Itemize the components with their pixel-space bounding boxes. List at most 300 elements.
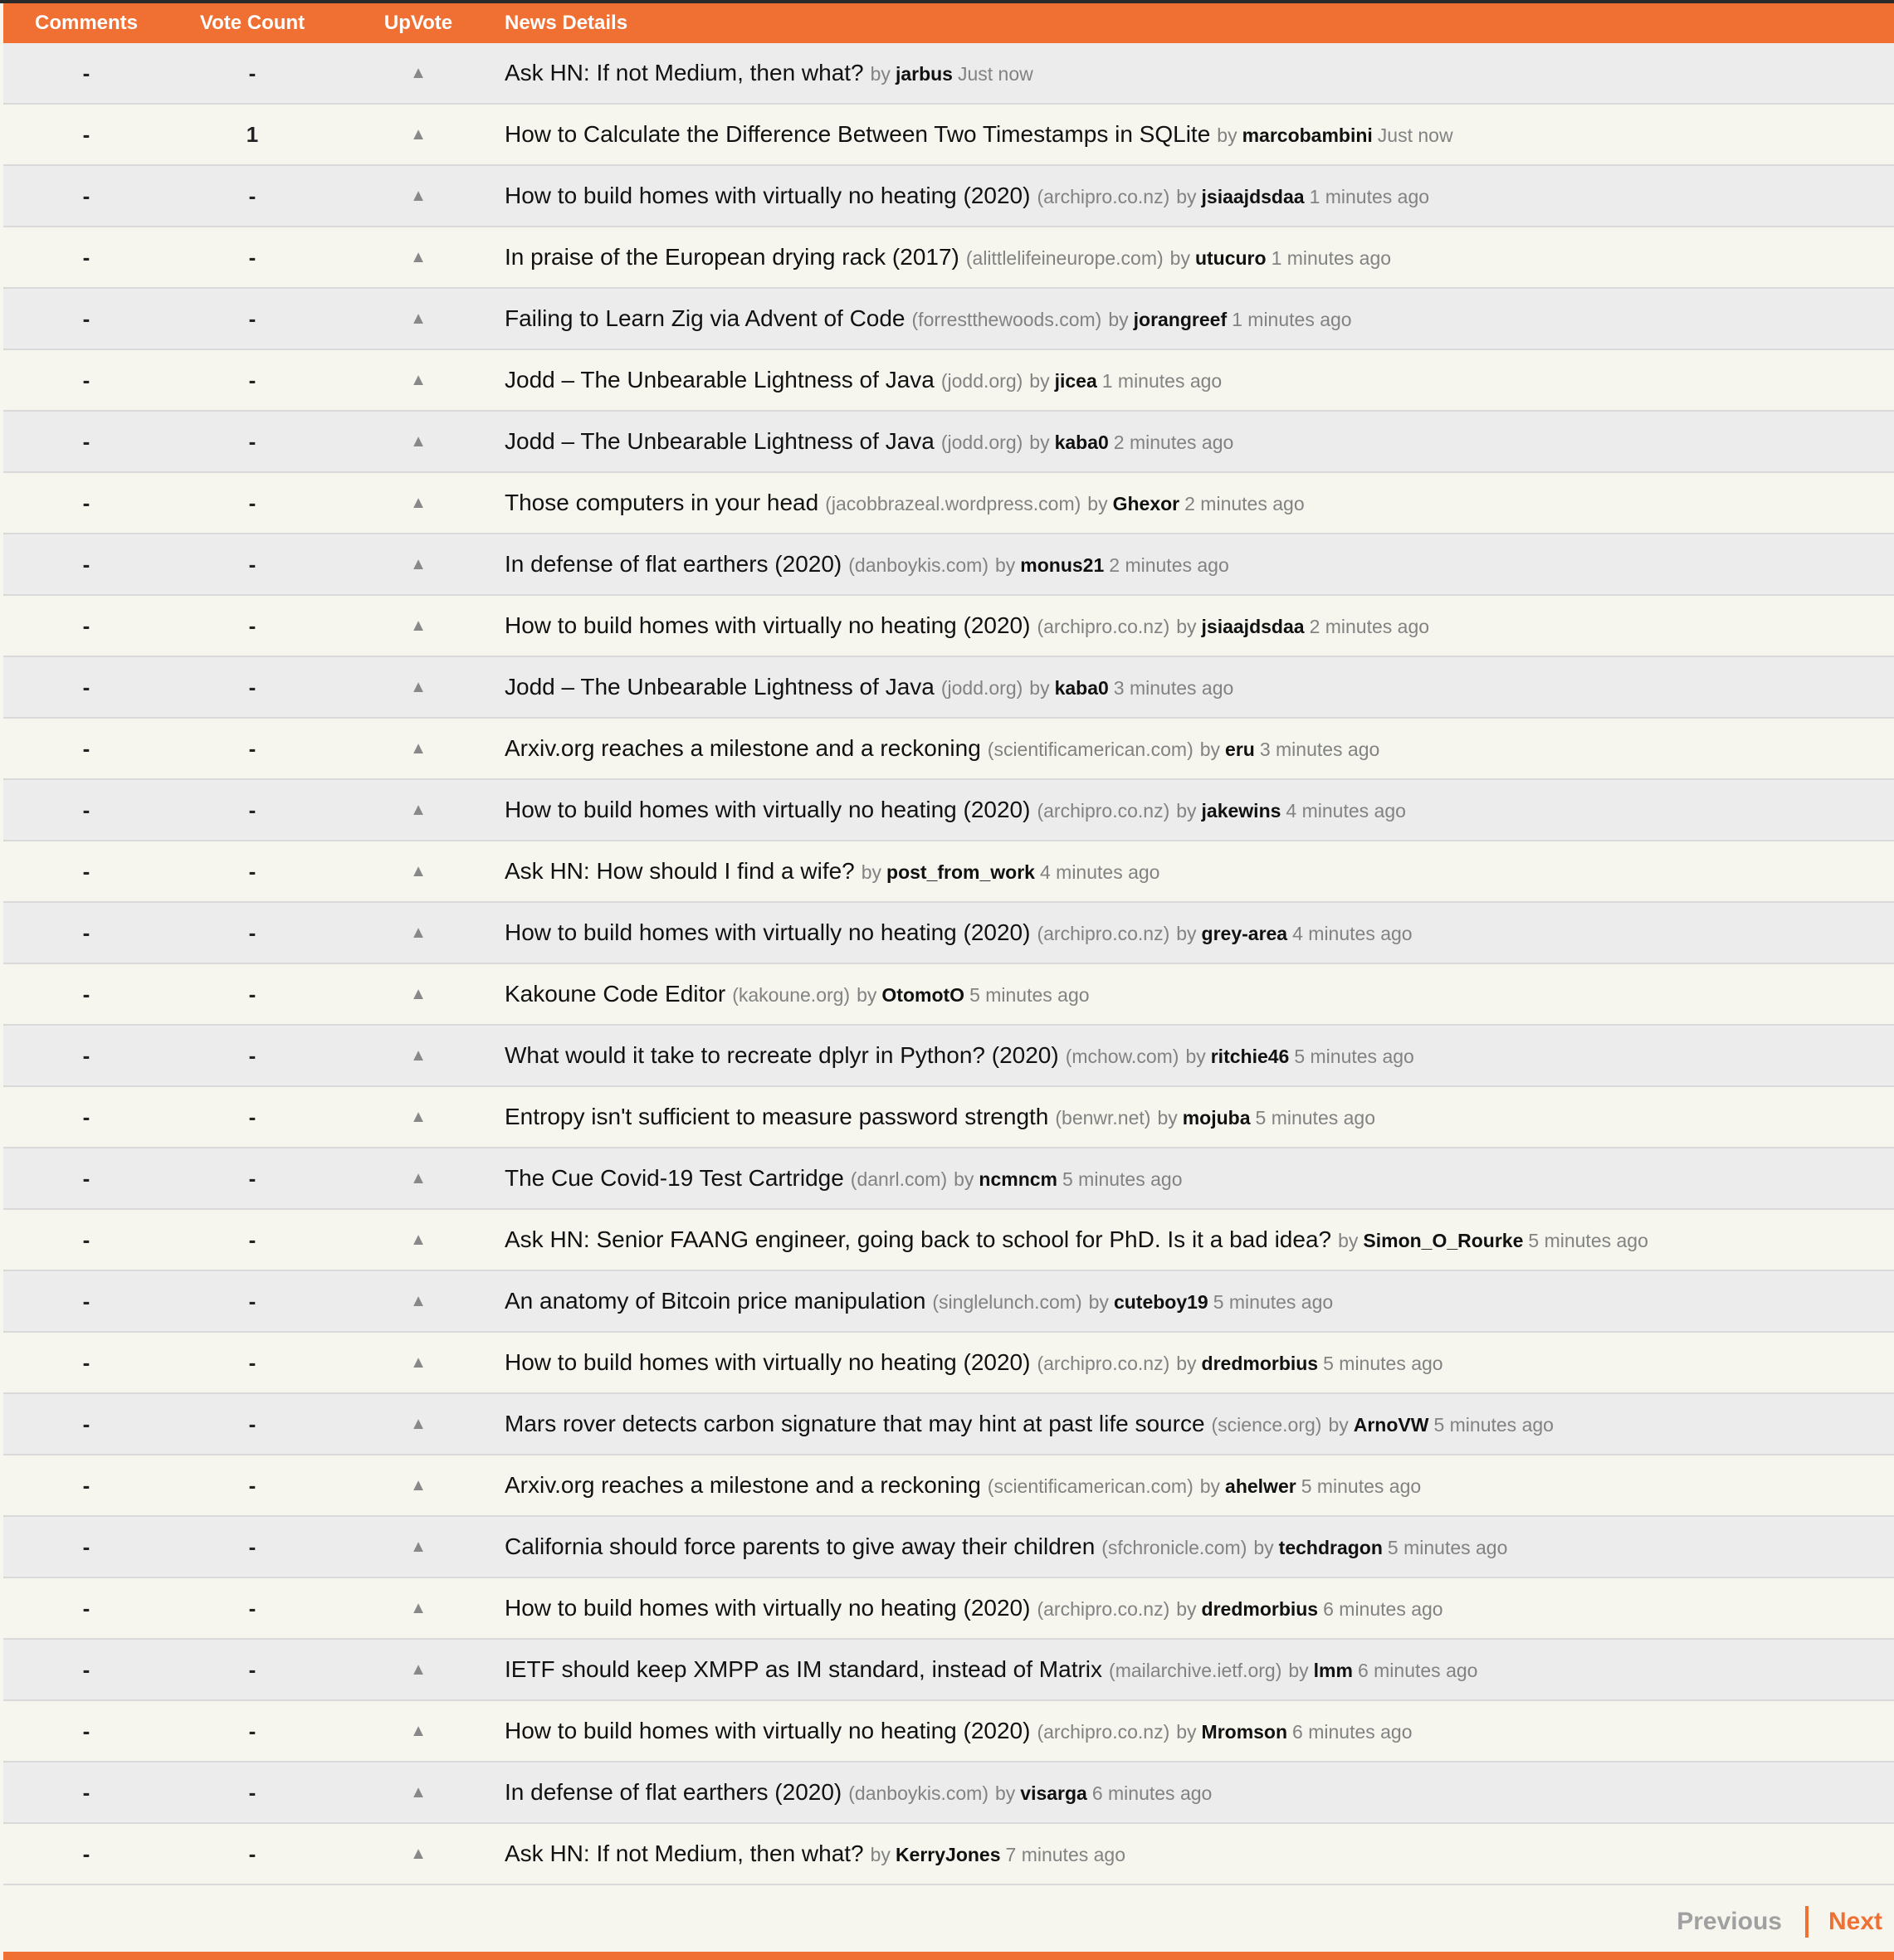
upvote-icon[interactable]: ▲ (410, 1291, 427, 1310)
story-age[interactable]: 1 minutes ago (1101, 370, 1223, 392)
story-site-link[interactable]: (archipro.co.nz) (1037, 1721, 1170, 1743)
next-link[interactable]: Next (1828, 1908, 1882, 1935)
by-label: by (1029, 677, 1050, 699)
story-title-link[interactable]: How to build homes with virtually no heating (2020) (505, 183, 1031, 208)
story-site-link[interactable]: (kakoune.org) (732, 984, 851, 1006)
story-author-link[interactable]: kaba0 (1054, 677, 1109, 699)
upvote-icon[interactable]: ▲ (410, 677, 427, 696)
by-label: by (1199, 739, 1221, 760)
story-author-link[interactable]: ncmncm (979, 1168, 1057, 1190)
comments-count[interactable]: - (82, 735, 90, 761)
vote-count: - (248, 183, 256, 208)
story-author-link[interactable]: ritchie46 (1210, 1046, 1290, 1067)
table-row (3, 412, 1894, 473)
story-author-link[interactable]: jarbus (895, 63, 953, 85)
comments-count[interactable]: - (82, 674, 90, 700)
upvote-icon[interactable]: ▲ (410, 800, 427, 819)
comments-count[interactable]: - (82, 612, 90, 638)
story-site-link[interactable]: (danrl.com) (850, 1168, 948, 1190)
news-details (501, 367, 1894, 393)
story-author-link[interactable]: jorangreef (1133, 309, 1228, 330)
by-label: by (1328, 1414, 1349, 1436)
comments-count[interactable]: - (82, 1042, 90, 1068)
upvote-icon[interactable]: ▲ (410, 493, 427, 512)
story-age[interactable]: 6 minutes ago (1323, 1598, 1443, 1620)
news-details (501, 1349, 1894, 1376)
vote-count: - (248, 1779, 256, 1805)
story-age[interactable]: 2 minutes ago (1184, 493, 1305, 514)
vote-count: - (248, 1472, 256, 1498)
by-label: by (1199, 1475, 1221, 1497)
story-title-link[interactable]: Ask HN: Senior FAANG engineer, going back to school for PhD. Is it a bad idea? (505, 1226, 1332, 1252)
vote-count: - (248, 1104, 256, 1129)
news-details (501, 1718, 1894, 1744)
news-details (501, 60, 1894, 86)
comments-count[interactable]: - (82, 919, 90, 945)
upvote-icon[interactable]: ▲ (410, 1660, 427, 1679)
news-details (501, 121, 1894, 148)
story-title-link[interactable]: Those computers in your head (505, 490, 819, 515)
table-row (3, 1455, 1894, 1517)
story-title-link[interactable]: Jodd – The Unbearable Lightness of Java (505, 674, 935, 700)
upvote-icon[interactable]: ▲ (410, 247, 427, 266)
story-site-link[interactable]: (forrestthewoods.com) (911, 309, 1102, 330)
story-age[interactable]: 5 minutes ago (1387, 1537, 1508, 1558)
news-details (501, 1841, 1894, 1867)
story-title-link[interactable]: Jodd – The Unbearable Lightness of Java (505, 428, 935, 454)
story-title-link[interactable]: In defense of flat earthers (2020) (505, 1779, 842, 1805)
story-author-link[interactable]: ahelwer (1225, 1475, 1296, 1497)
news-details (501, 858, 1894, 885)
upvote-icon[interactable]: ▲ (410, 309, 427, 328)
comments-count[interactable]: - (82, 60, 90, 85)
story-title-link[interactable]: How to build homes with virtually no heating (2020) (505, 612, 1031, 638)
story-title-link[interactable]: How to build homes with virtually no heating (2020) (505, 797, 1031, 822)
upvote-icon[interactable]: ▲ (410, 431, 427, 451)
story-title-link[interactable]: How to Calculate the Difference Between Two Timestamps in SQLite (505, 121, 1211, 147)
comments-count[interactable]: - (82, 1533, 90, 1559)
comments-count[interactable]: - (82, 305, 90, 331)
table-row (3, 1210, 1894, 1271)
table-row (3, 1578, 1894, 1640)
story-site-link[interactable]: (mchow.com) (1065, 1046, 1179, 1067)
comments-count[interactable]: - (82, 183, 90, 208)
comments-count[interactable]: - (82, 858, 90, 884)
story-title-link[interactable]: Arxiv.org reaches a milestone and a reckoning (505, 1472, 981, 1498)
news-list (3, 43, 1894, 1885)
vote-count: - (248, 1841, 256, 1866)
comments-count[interactable]: - (82, 1841, 90, 1866)
header-comments: Comments (34, 12, 139, 34)
story-age[interactable]: 1 minutes ago (1232, 309, 1352, 330)
story-title-link[interactable]: Ask HN: If not Medium, then what? (505, 1841, 864, 1866)
news-details (501, 305, 1894, 332)
story-author-link[interactable]: jakewins (1201, 800, 1281, 822)
story-site-link[interactable]: (mailarchive.ietf.org) (1109, 1660, 1282, 1681)
comments-count[interactable]: - (82, 1779, 90, 1805)
news-details (501, 797, 1894, 823)
upvote-icon[interactable]: ▲ (410, 554, 427, 573)
upvote-icon[interactable]: ▲ (410, 739, 427, 758)
story-title-link[interactable]: How to build homes with virtually no heating (2020) (505, 919, 1031, 945)
story-age[interactable]: Just now (1377, 124, 1453, 146)
story-title-link[interactable]: What would it take to recreate dplyr in Python? (2020) (505, 1042, 1059, 1068)
upvote-icon[interactable]: ▲ (410, 1414, 427, 1433)
by-label: by (994, 554, 1016, 576)
comments-count[interactable]: - (82, 1595, 90, 1621)
upvote-icon[interactable]: ▲ (410, 1782, 427, 1802)
story-title-link[interactable]: How to build homes with virtually no heating (2020) (505, 1718, 1031, 1743)
upvote-icon[interactable]: ▲ (410, 616, 427, 635)
story-author-link[interactable]: post_from_work (886, 861, 1035, 883)
news-details (501, 674, 1894, 700)
vote-count: - (248, 60, 256, 85)
table-row (3, 1640, 1894, 1701)
table-header (3, 3, 1894, 43)
comments-count[interactable]: - (82, 1472, 90, 1498)
vote-count: - (248, 1533, 256, 1559)
story-age[interactable]: 6 minutes ago (1292, 1721, 1413, 1743)
story-age[interactable]: 2 minutes ago (1309, 616, 1430, 637)
table-row (3, 1763, 1894, 1824)
story-author-link[interactable]: dredmorbius (1201, 1598, 1319, 1620)
by-label: by (1185, 1046, 1206, 1067)
story-site-link[interactable]: (archipro.co.nz) (1037, 800, 1170, 822)
story-site-link[interactable]: (scientificamerican.com) (987, 1475, 1194, 1497)
story-title-link[interactable]: Arxiv.org reaches a milestone and a reckoning (505, 735, 981, 761)
story-site-link[interactable]: (danboykis.com) (848, 1782, 988, 1804)
by-label: by (857, 984, 877, 1006)
table-row (3, 1333, 1894, 1394)
by-label: by (1176, 186, 1197, 207)
by-label: by (1253, 1537, 1274, 1558)
vote-count: - (248, 981, 256, 1007)
story-author-link[interactable]: Simon_O_Rourke (1363, 1230, 1524, 1251)
table-row (3, 43, 1894, 105)
story-author-link[interactable]: jsiaajdsdaa (1201, 186, 1305, 207)
story-age[interactable]: 1 minutes ago (1309, 186, 1430, 207)
vote-count: - (248, 612, 256, 638)
story-age[interactable]: 5 minutes ago (1323, 1353, 1443, 1374)
story-author-link[interactable]: kaba0 (1054, 431, 1109, 453)
bottom-bar (3, 1952, 1894, 1960)
story-site-link[interactable]: (science.org) (1211, 1414, 1322, 1436)
vote-count: 1 (246, 121, 259, 147)
by-label: by (1087, 493, 1108, 514)
story-site-link[interactable]: (alittlelifeineurope.com) (965, 247, 1164, 269)
news-details (501, 1042, 1894, 1069)
upvote-icon[interactable]: ▲ (410, 1721, 427, 1740)
story-author-link[interactable]: OtomotO (881, 984, 965, 1006)
story-site-link[interactable]: (jodd.org) (940, 431, 1023, 453)
story-title-link[interactable]: How to build homes with virtually no heating (2020) (505, 1349, 1031, 1375)
by-label: by (870, 1844, 891, 1865)
table-row (3, 1394, 1894, 1455)
news-details (501, 1779, 1894, 1806)
story-site-link[interactable]: (sfchronicle.com) (1101, 1537, 1247, 1558)
story-author-link[interactable]: jicea (1054, 370, 1097, 392)
by-label: by (1288, 1660, 1309, 1681)
upvote-icon[interactable]: ▲ (410, 1844, 427, 1863)
story-author-link[interactable]: mojuba (1182, 1107, 1251, 1129)
story-site-link[interactable]: (benwr.net) (1055, 1107, 1151, 1129)
by-label: by (1157, 1107, 1178, 1129)
story-title-link[interactable]: Kakoune Code Editor (505, 981, 726, 1007)
table-row (3, 105, 1894, 166)
news-details (501, 1595, 1894, 1621)
story-author-link[interactable]: KerryJones (895, 1844, 1001, 1865)
comments-count[interactable]: - (82, 981, 90, 1007)
comments-count[interactable]: - (82, 1411, 90, 1436)
news-details (501, 1165, 1894, 1192)
story-title-link[interactable]: In defense of flat earthers (2020) (505, 551, 842, 577)
by-label: by (1176, 1353, 1197, 1374)
upvote-icon[interactable]: ▲ (410, 1168, 427, 1187)
comments-count[interactable]: - (82, 1349, 90, 1375)
story-author-link[interactable]: monus21 (1020, 554, 1105, 576)
upvote-icon[interactable]: ▲ (410, 124, 427, 144)
by-label: by (1108, 309, 1129, 330)
by-label: by (1169, 247, 1190, 269)
story-age[interactable]: 5 minutes ago (1294, 1046, 1414, 1067)
story-author-link[interactable]: grey-area (1201, 923, 1288, 944)
story-site-link[interactable]: (singlelunch.com) (932, 1291, 1082, 1313)
table-row (3, 1026, 1894, 1087)
by-label: by (994, 1782, 1016, 1804)
comments-count[interactable]: - (82, 551, 90, 577)
news-details (501, 183, 1894, 209)
table-row (3, 227, 1894, 289)
story-age[interactable]: 5 minutes ago (1255, 1107, 1375, 1129)
story-age[interactable]: 2 minutes ago (1109, 554, 1229, 576)
story-site-link[interactable]: (archipro.co.nz) (1037, 923, 1170, 944)
story-age[interactable]: 4 minutes ago (1286, 800, 1406, 822)
story-title-link[interactable]: In praise of the European drying rack (2017) (505, 244, 959, 270)
header-vote-count: Vote Count (199, 12, 305, 34)
upvote-icon[interactable]: ▲ (410, 1353, 427, 1372)
by-label: by (954, 1168, 974, 1190)
table-row (3, 596, 1894, 657)
vote-count: - (248, 1656, 256, 1682)
vote-count: - (248, 1165, 256, 1191)
story-site-link[interactable]: (jodd.org) (940, 370, 1023, 392)
header-upvote: UpVote (383, 12, 453, 34)
comments-count[interactable]: - (82, 1165, 90, 1191)
table-row (3, 1701, 1894, 1763)
news-details (501, 1533, 1894, 1560)
pagination (1677, 1905, 1882, 1938)
story-title-link[interactable]: California should force parents to give away their children (505, 1533, 1096, 1559)
story-age[interactable]: 5 minutes ago (1301, 1475, 1422, 1497)
story-author-link[interactable]: cuteboy19 (1113, 1291, 1208, 1313)
story-title-link[interactable]: Jodd – The Unbearable Lightness of Java (505, 367, 935, 392)
by-label: by (1176, 923, 1197, 944)
by-label: by (1088, 1291, 1109, 1313)
upvote-icon[interactable]: ▲ (410, 1537, 427, 1556)
comments-count[interactable]: - (82, 1288, 90, 1314)
comments-count[interactable]: - (82, 1718, 90, 1743)
story-author-link[interactable]: Mromson (1201, 1721, 1288, 1743)
comments-count[interactable]: - (82, 1104, 90, 1129)
story-site-link[interactable]: (archipro.co.nz) (1037, 186, 1170, 207)
table-row (3, 1087, 1894, 1148)
story-age[interactable]: 5 minutes ago (1062, 1168, 1183, 1190)
story-age[interactable]: 5 minutes ago (969, 984, 1090, 1006)
story-age[interactable]: 3 minutes ago (1259, 739, 1380, 760)
table-row (3, 1517, 1894, 1578)
table-row (3, 289, 1894, 350)
story-age[interactable]: 4 minutes ago (1292, 923, 1413, 944)
upvote-icon[interactable]: ▲ (410, 984, 427, 1003)
upvote-icon[interactable]: ▲ (410, 1230, 427, 1249)
story-site-link[interactable]: (jodd.org) (940, 677, 1023, 699)
table-row (3, 719, 1894, 780)
previous-link[interactable]: Previous (1677, 1908, 1782, 1935)
upvote-icon[interactable]: ▲ (410, 1475, 427, 1494)
by-label: by (1176, 616, 1197, 637)
table-row (3, 964, 1894, 1026)
vote-count: - (248, 551, 256, 577)
news-details (501, 919, 1894, 946)
vote-count: - (248, 797, 256, 822)
story-title-link[interactable]: An anatomy of Bitcoin price manipulation (505, 1288, 926, 1314)
news-details (501, 1104, 1894, 1130)
by-label: by (1338, 1230, 1359, 1251)
news-details (501, 612, 1894, 639)
comments-count[interactable]: - (82, 367, 90, 392)
table-row (3, 473, 1894, 534)
upvote-icon[interactable]: ▲ (410, 63, 427, 82)
upvote-icon[interactable]: ▲ (410, 186, 427, 205)
news-details (501, 1411, 1894, 1437)
vote-count: - (248, 919, 256, 945)
story-age[interactable]: Just now (957, 63, 1033, 85)
story-title-link[interactable]: How to build homes with virtually no heating (2020) (505, 1595, 1031, 1621)
comments-count[interactable]: - (82, 490, 90, 515)
news-details (501, 1472, 1894, 1499)
vote-count: - (248, 1226, 256, 1252)
story-age[interactable]: 6 minutes ago (1091, 1782, 1213, 1804)
story-author-link[interactable]: ArnoVW (1353, 1414, 1429, 1436)
story-author-link[interactable]: jsiaajdsdaa (1201, 616, 1305, 637)
story-site-link[interactable]: (danboykis.com) (848, 554, 988, 576)
table-row (3, 534, 1894, 596)
upvote-icon[interactable]: ▲ (410, 1107, 427, 1126)
upvote-icon[interactable]: ▲ (410, 1598, 427, 1617)
story-author-link[interactable]: marcobambini (1242, 124, 1373, 146)
table-row (3, 350, 1894, 412)
story-title-link[interactable]: IETF should keep XMPP as IM standard, instead of Matrix (505, 1656, 1103, 1682)
comments-count[interactable]: - (82, 428, 90, 454)
story-age[interactable]: 5 minutes ago (1433, 1414, 1554, 1436)
vote-count: - (248, 244, 256, 270)
table-row (3, 1824, 1894, 1885)
story-title-link[interactable]: Mars rover detects carbon signature that may hint at past life source (505, 1411, 1205, 1436)
news-details (501, 1288, 1894, 1314)
story-author-link[interactable]: dredmorbius (1201, 1353, 1319, 1374)
by-label: by (1176, 800, 1197, 822)
vote-count: - (248, 428, 256, 454)
news-details (501, 551, 1894, 578)
story-author-link[interactable]: eru (1225, 739, 1255, 760)
story-age[interactable]: 6 minutes ago (1357, 1660, 1478, 1681)
by-label: by (1029, 370, 1050, 392)
story-title-link[interactable]: Entropy isn't sufficient to measure password strength (505, 1104, 1049, 1129)
vote-count: - (248, 1718, 256, 1743)
news-details (501, 981, 1894, 1007)
vote-count: - (248, 735, 256, 761)
vote-count: - (248, 1349, 256, 1375)
vote-count: - (248, 490, 256, 515)
news-details (501, 735, 1894, 762)
by-label: by (1176, 1721, 1197, 1743)
story-site-link[interactable]: (scientificamerican.com) (987, 739, 1194, 760)
story-author-link[interactable]: techdragon (1278, 1537, 1383, 1558)
header-news-details: News Details (505, 12, 628, 34)
story-age[interactable]: 4 minutes ago (1039, 861, 1160, 883)
comments-count[interactable]: - (82, 121, 90, 147)
story-site-link[interactable]: (jacobbrazeal.wordpress.com) (825, 493, 1081, 514)
upvote-icon[interactable]: ▲ (410, 1046, 427, 1065)
story-site-link[interactable]: (archipro.co.nz) (1037, 1353, 1170, 1374)
news-details (501, 490, 1894, 516)
story-title-link[interactable]: Failing to Learn Zig via Advent of Code (505, 305, 906, 331)
vote-count: - (248, 305, 256, 331)
story-age[interactable]: 3 minutes ago (1113, 677, 1234, 699)
table-row (3, 780, 1894, 841)
comments-count[interactable]: - (82, 1226, 90, 1252)
story-author-link[interactable]: visarga (1020, 1782, 1087, 1804)
vote-count: - (248, 674, 256, 700)
by-label: by (870, 63, 891, 85)
table-row (3, 841, 1894, 903)
story-age[interactable]: 2 minutes ago (1113, 431, 1234, 453)
story-age[interactable]: 5 minutes ago (1213, 1291, 1334, 1313)
news-details (501, 428, 1894, 455)
story-title-link[interactable]: Ask HN: How should I find a wife? (505, 858, 855, 884)
news-details (501, 1226, 1894, 1253)
vote-count: - (248, 367, 256, 392)
by-label: by (1217, 124, 1237, 146)
vote-count: - (248, 1411, 256, 1436)
upvote-icon[interactable]: ▲ (410, 370, 427, 389)
upvote-icon[interactable]: ▲ (410, 923, 427, 942)
story-age[interactable]: 5 minutes ago (1528, 1230, 1648, 1251)
pager-separator (1805, 1906, 1809, 1938)
story-author-link[interactable]: utucuro (1194, 247, 1267, 269)
vote-count: - (248, 1042, 256, 1068)
table-row (3, 166, 1894, 227)
news-details (501, 244, 1894, 271)
upvote-icon[interactable]: ▲ (410, 861, 427, 880)
news-details (501, 1656, 1894, 1683)
story-age[interactable]: 1 minutes ago (1271, 247, 1392, 269)
vote-count: - (248, 858, 256, 884)
table-row (3, 1148, 1894, 1210)
comments-count[interactable]: - (82, 797, 90, 822)
story-site-link[interactable]: (archipro.co.nz) (1037, 1598, 1170, 1620)
story-author-link[interactable]: Ghexor (1112, 493, 1180, 514)
story-title-link[interactable]: Ask HN: If not Medium, then what? (505, 60, 864, 85)
comments-count[interactable]: - (82, 244, 90, 270)
story-age[interactable]: 7 minutes ago (1005, 1844, 1125, 1865)
story-author-link[interactable]: lmm (1313, 1660, 1353, 1681)
story-site-link[interactable]: (archipro.co.nz) (1037, 616, 1170, 637)
story-title-link[interactable]: The Cue Covid-19 Test Cartridge (505, 1165, 844, 1191)
vote-count: - (248, 1595, 256, 1621)
table-row (3, 1271, 1894, 1333)
comments-count[interactable]: - (82, 1656, 90, 1682)
